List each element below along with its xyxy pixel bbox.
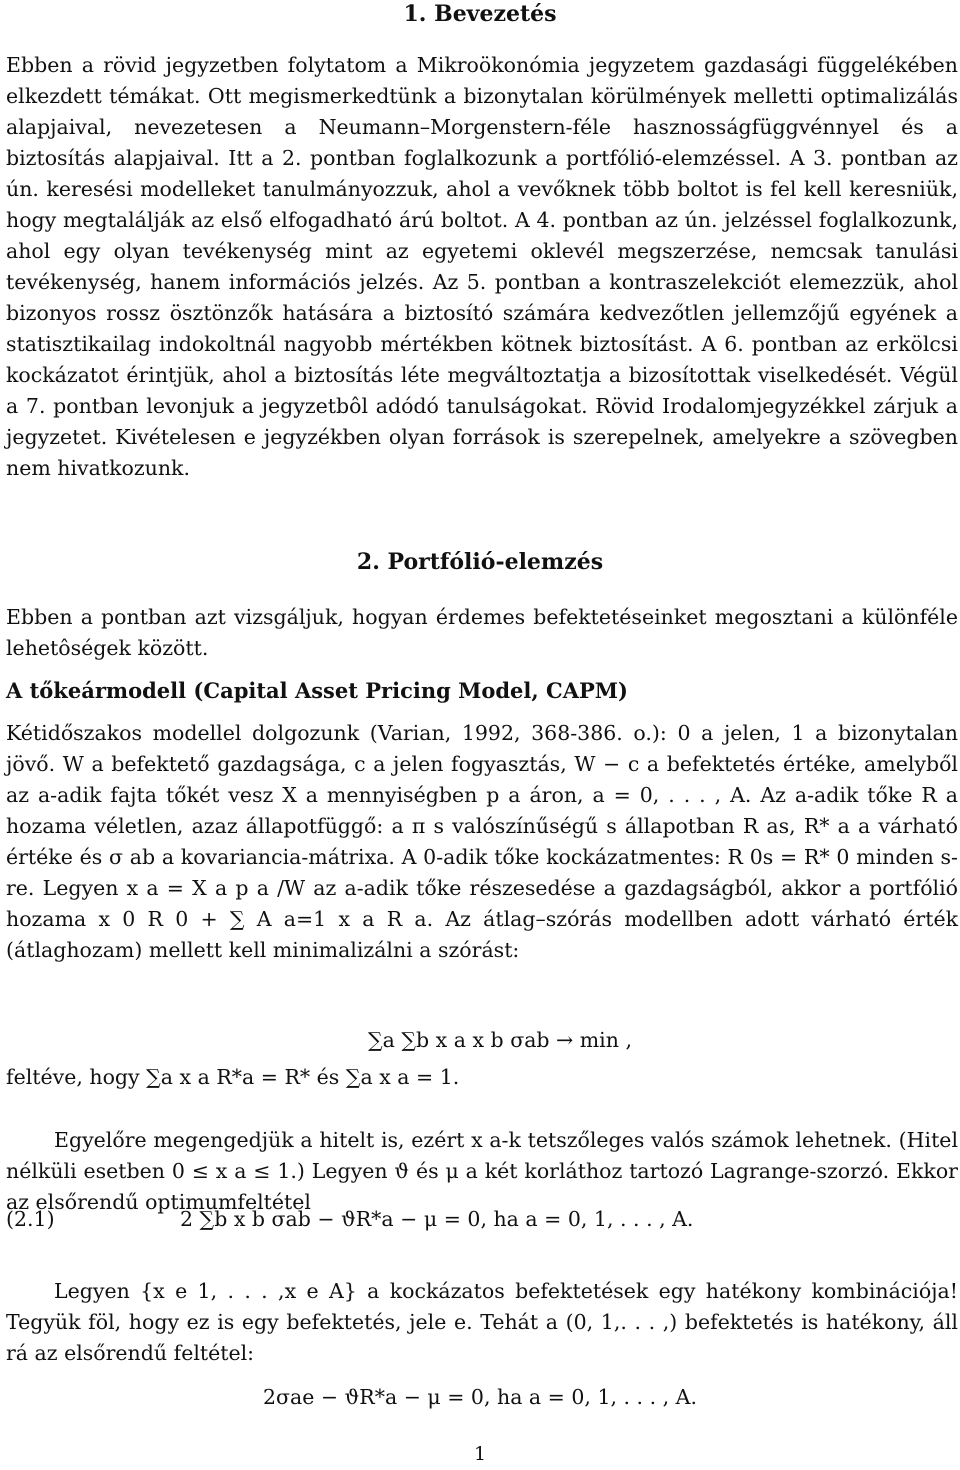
subsection-title-capm: A tőkeármodell (Capital Asset Pricing Model, CAPM)	[6, 678, 628, 703]
equation-label-2-1: (2.1)	[6, 1207, 55, 1231]
capm-paragraph: Kétidőszakos modellel dolgozunk (Varian, 1992, 368-386. o.): 0 a jelen, 1 a bizonytalan jövő. W a befektető gazdagsága, c a jelen fogyasztás, W − c a befektetés értéke, amelyből az a-adik fajta tőkét vesz X a mennyiségben p a áron, a = 0, . . . , A. Az a-adik tőke R a hozama véletlen, azaz állapotfüggő: a π s valószínűségű s állapotban R as, R* a a várható értéke és σ ab a kovariancia-mátrixa. A 0-adik tőke kockázatmentes: R 0s = R* 0 minden s-re. Legyen x a = X a p a /W az a-adik tőke részesedése a gazdagságból, akkor a portfólió hozama x 0 R 0 + ∑ A a=1 x a R a. Az átlag–szórás modellben adott várható érték (átlaghozam) mellett kell minimalizálni a szórást:	[6, 721, 958, 962]
intro-paragraph: Ebben a rövid jegyzetben folytatom a Mikroökonómia jegyzetem gazdasági függelékében elkezdett témákat. Ott megismerkedtünk a bizonytalan körülmények melletti optimalizálás alapjaival, nevezetesen a Neumann–Morgenstern-féle hasznosságfüggvénnyel és a biztosítás alapjaival. Itt a 2. pontban foglalkozunk a portfólió-elemzéssel. A 3. pontban az ún. keresési modelleket tanulmányozzuk, ahol a vevőknek több boltot is fel kell keresniük, hogy megtalálják az első elfogadható árú boltot. A 4. pontban az ún. jelzéssel foglalkozunk, ahol egy olyan tevékenység mint az egyetemi oklevél megszerzése, nemcsak tanulási tevékenység, hanem információs jelzés. Az 5. pontban a kontraszelekciót elemezzük, ahol bizonyos rossz ösztönzők hatására a biztosító számára kedvezőtlen jellemzőjű egyének a statisztikailag indokoltnál nagyobb mértékben kötnek biztosítást. A 6. pontban az erkölcsi kockázatot érintjük, ahol a biztosítás léte megváltoztatja a bizosítottak viselkedését. Végül a 7. pontban levonjuk a jegyzetbôl adódó tanulságokat. Rövid Irodalomjegyzékkel zárjuk a jegyzetet. Kivételesen e jegyzékben olyan források is szerepelnek, amelyekre a szövegben nem hivatkozunk.	[6, 53, 958, 480]
efficient-portfolio-paragraph: Legyen {x e 1, . . . ,x e A} a kockázatos befektetések egy hatékony kombinációja! Tegyük föl, hogy ez is egy befektetés, jele e. Tehát a (0, 1,. . . ,) befektetés is hatékony, áll rá az elsőrendű feltétel:	[6, 1279, 958, 1365]
equation-minimize-variance: ∑a ∑b x a x b σab → min ,	[368, 1028, 632, 1052]
portfolio-intro-paragraph: Ebben a pontban azt vizsgáljuk, hogyan érdemes befektetéseinket megosztani a különféle lehetôségek között.	[6, 605, 958, 660]
lagrange-paragraph: Egyelőre megengedjük a hitelt is, ezért x a-k tetszőleges valós számok lehetnek. (Hitel nélküli esetben 0 ≤ x a ≤ 1.) Legyen ϑ és μ a két korláthoz tartozó Lagrange-szorzó. Ekkor az elsőrendű optimumfeltétel	[6, 1128, 958, 1214]
constraint-paragraph: feltéve, hogy ∑a x a R*a = R* és ∑a x a = 1.	[6, 1065, 460, 1089]
page-number: 1	[473, 1443, 487, 1465]
section-title-portfolio: 2. Portfólió-elemzés	[356, 549, 604, 575]
section-title-bevezetes: 1. Bevezetés	[403, 1, 557, 27]
equation-efficient-condition: 2σae − ϑR*a − μ = 0, ha a = 0, 1, . . . , A.	[263, 1385, 697, 1409]
equation-first-order-condition: 2 ∑b x b σab − ϑR*a − μ = 0, ha a = 0, 1, . . . , A.	[180, 1207, 694, 1231]
